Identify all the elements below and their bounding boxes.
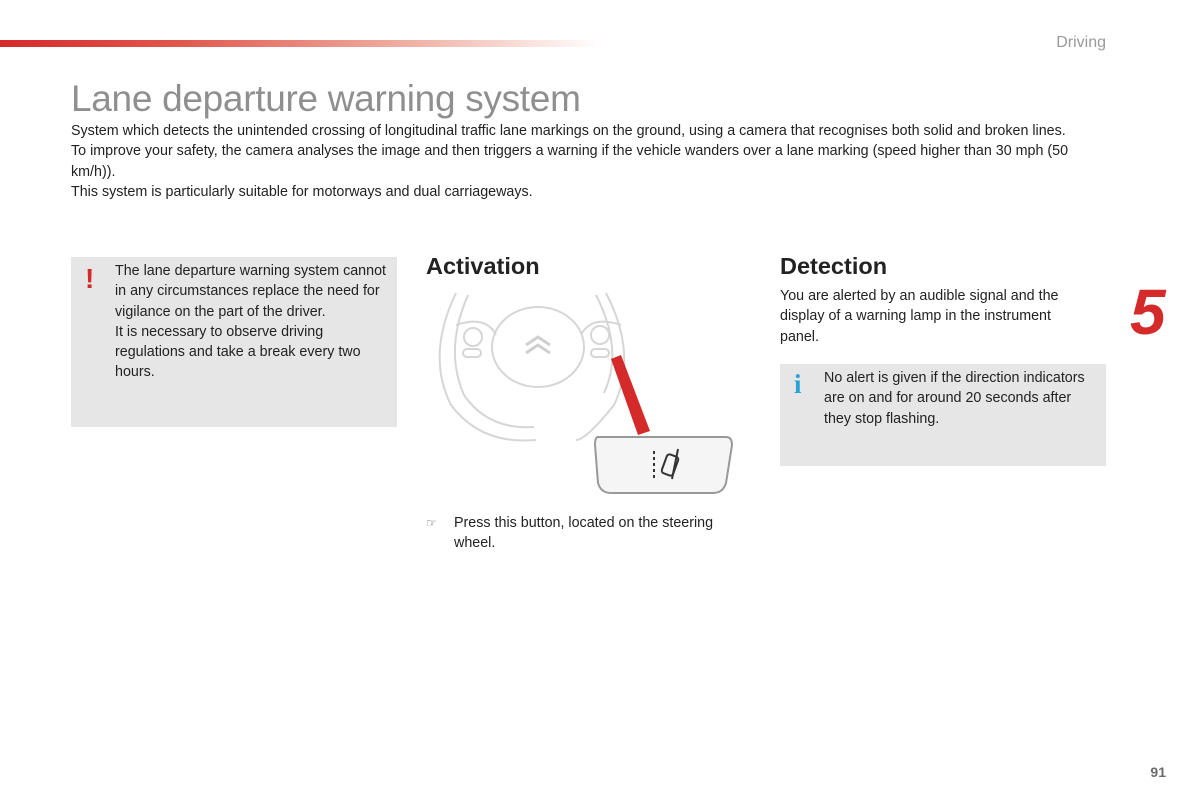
steering-wheel-hub [492,307,584,387]
warning-box [71,257,397,427]
intro-paragraph: This system is particularly suitable for motorways and dual carriageways. [71,183,533,200]
info-box [780,364,1106,466]
warning-paragraph: The lane departure warning system cannot in any circumstances replace the need for vigilance on the part of the driver. [115,263,386,320]
intro-text [71,121,1081,202]
info-text: No alert is given if the direction indicators are on and for around 20 seconds after they stop flashing. [824,370,1085,427]
steering-wheel-illustration [426,285,738,500]
left-control-button [464,328,482,346]
right-control-button [591,326,609,344]
page-number: 91 [1150,764,1166,780]
pointer-arrow [611,355,650,435]
header-accent-bar [0,40,600,47]
detection-heading: Detection [780,253,888,279]
warning-text [115,261,390,383]
intro-paragraph: To improve your safety, the camera analyses the image and then triggers a warning if the vehicle wanders over a lane marking (speed higher than 30 mph (50 km/h)). [71,143,1069,180]
page-title: Lane departure warning system [71,78,581,119]
warning-paragraph: It is necessary to observe driving regulations and take a break every two hours. [115,323,361,381]
intro-paragraph: System which detects the unintended crossing of longitudinal traffic lane markings on the ground, using a camera that recognises both solid and broken lines. [71,123,1066,139]
brand-chevrons-icon [526,337,550,353]
detection-text: You are alerted by an audible signal and the display of a warning lamp in the instrument panel. [780,288,1059,345]
pointing-hand-icon: ☞ [426,516,437,530]
info-icon: i [794,369,802,399]
section-label: Driving [1056,34,1106,51]
chapter-number: 5 [1130,276,1166,348]
activation-instruction-text: Press this button, located on the steering wheel. [454,515,714,552]
activation-heading: Activation [426,253,540,279]
warning-exclamation-icon: ! [85,263,95,294]
